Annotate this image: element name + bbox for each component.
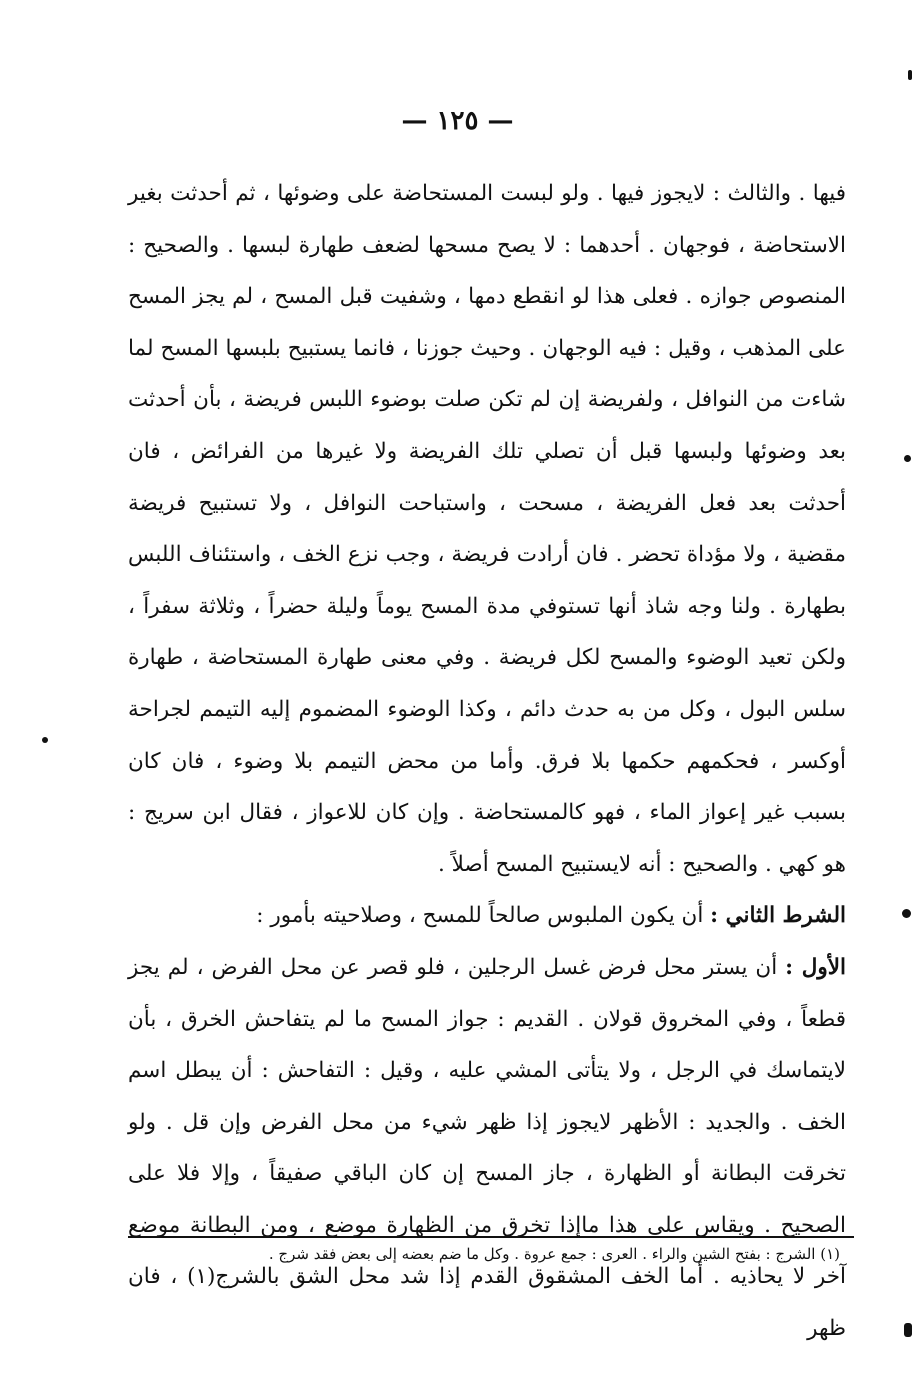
paragraph-2-text: أن يكون الملبوس صالحاً للمسح ، وصلاحيته بأمور :: [256, 903, 711, 929]
section-heading-first: الأول :: [785, 954, 846, 980]
paragraph-2: [128, 890, 846, 942]
scan-speck: [42, 737, 48, 743]
paragraph-1-text: فيها . والثالث : لايجوز فيها . ولو لبست المستحاضة على وضوئها ، ثم أحدثت بغير الاستحاضة ، فوجهان . أحدهما : لا يصح مسحها لضعف طهارة لبسها . والصحيح : المنصوص جوازه . فعلى هذا لو انقطع دمها ، وشفيت قبل المسح ، لم يجز المسح على المذهب ، وقيل : فيه الوجهان . وحيث جوزنا ، فانما يستبيح بلبسها المسح لما شاءت من النوافل ، ولفريضة إن لم تكن صلت بوضوء اللبس فريضة ، بأن أحدثت بعد وضوئها ولبسها قبل أن تصلي تلك الفريضة ولا غيرها من الفرائض ، فان أحدثت بعد فعل الفريضة ، مسحت ، واستباحت النوافل ، ولا تستبيح فريضة مقضية ، ولا مؤداة تحضر . فان أرادت فريضة ، وجب نزع الخف ، واستئناف اللبس بطهارة . ولنا وجه شاذ أنها تستوفي مدة المسح يوماً وليلة حضراً ، وثلاثة سفراً ، ولكن تعيد الوضوء والمسح لكل فريضة . وفي معنى طهارة المستحاضة ، طهارة سلس البول ، وكل من به حدث دائم ، وكذا الوضوء المضموم إليه التيمم لجراحة أوكسر ، فحكمهم حكمها بلا فرق. وأما من محض التيمم بلا وضوء ، فان كان بسبب غير إعواز الماء ، فهو كالمستحاضة . وإن كان للاعواز ، فقال ابن سريج : هو كهي . والصحيح : أنه لايستبيح المسح أصلاً .: [128, 181, 846, 877]
scan-speck: [908, 70, 912, 80]
section-heading-second-condition: الشرط الثاني :: [710, 903, 846, 929]
paragraph-1: [128, 168, 846, 890]
paragraph-3-text: أن يستر محل فرض غسل الرجلين ، فلو قصر عن محل الفرض ، لم يجز قطعاً ، وفي المخروق قولان . القديم : جواز المسح ما لم يتفاحش الخرق ، بأن لايتماسك في الرجل ، ولا يتأتى المشي عليه ، وقيل : التفاحش : أن يبطل اسم الخف . والجديد : الأظهر لايجوز إذا ظهر شيء من محل الفرض وإن قل . ولو تخرقت البطانة أو الظهارة ، جاز المسح إن كان الباقي صفيقاً ، وإلا فلا على الصحيح . ويقاس على هذا ماإذا تخرق من الظهارة موضع ، ومن البطانة موضع آخر لا يحاذيه . أما الخف المشقوق القدم إذا شد محل الشق بالشرج(١) ، فان ظهر: [128, 954, 846, 1342]
page-number: — ١٢٥ —: [401, 106, 514, 136]
paragraph-3: [128, 942, 846, 1355]
body-text: [128, 168, 846, 1355]
footnote: (١) الشرج : بفتح الشين والراء . العرى : جمع عروة . وكل ما ضم بعضه إلى بعض فقد شرج .: [268, 1245, 840, 1263]
scan-speck: [902, 909, 911, 918]
scan-speck: [904, 1323, 912, 1337]
scan-speck: [904, 455, 911, 462]
footnote-divider: [128, 1236, 854, 1238]
